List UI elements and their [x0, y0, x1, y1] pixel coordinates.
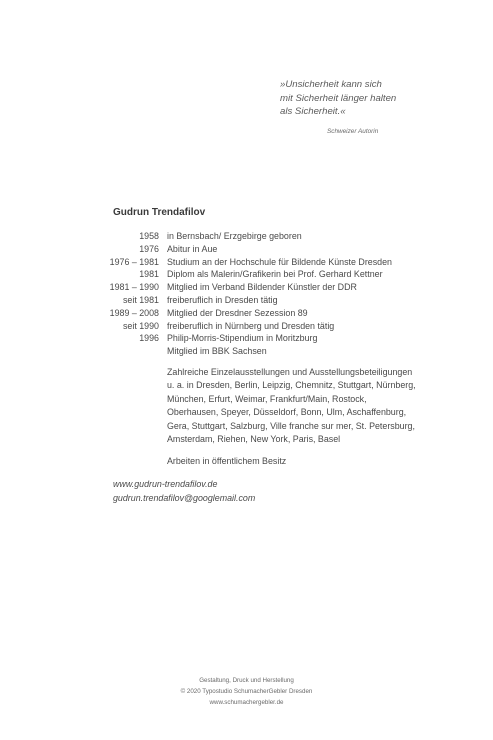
biography-year: 1996	[139, 333, 159, 344]
artist-name: Gudrun Trendafilov	[113, 207, 206, 218]
exhibitions-paragraph	[167, 366, 437, 446]
quote-line: »Unsicherheit kann sich	[280, 79, 382, 90]
biography-text: Studium an der Hochschule für Bildende Künste Dresden	[167, 256, 392, 267]
exhibitions-line: u. a. in Dresden, Berlin, Leipzig, Chemnitz, Stuttgart, Nürnberg,	[167, 380, 416, 391]
biography-year: 1976	[139, 243, 159, 254]
biography-text: Mitglied der Dresdner Sezession 89	[167, 307, 308, 318]
biography-entry	[100, 281, 430, 294]
exhibitions-line: Zahlreiche Einzelausstellungen und Ausstellungsbeteiligungen	[167, 367, 413, 377]
biography-text: Diplom als Malerin/Grafikerin bei Prof. Gerhard Kettner	[167, 269, 383, 280]
biography-text: in Bernsbach/ Erzgebirge geboren	[167, 231, 302, 241]
colophon-website: www.schumachergebler.de	[209, 698, 284, 706]
biography-entry	[100, 294, 430, 307]
biography-year: 1981	[139, 269, 159, 280]
biography-year: 1981 – 1990	[109, 282, 159, 293]
biography-year: 1958	[139, 231, 159, 241]
biography-entry	[100, 230, 430, 243]
exhibitions-line: Amsterdam, Riehen, New York, Paris, Basel	[167, 434, 341, 445]
biography-text: freiberuflich in Dresden tätig	[167, 294, 278, 305]
public-collections: Arbeiten in öffentlichem Besitz	[167, 456, 287, 466]
quote-source: Schweizer Autorin	[327, 128, 379, 135]
exhibitions-line: München, Erfurt, Weimar, Frankfurt/Main, Rostock,	[167, 393, 367, 404]
biography-year: 1976 – 1981	[109, 256, 159, 267]
colophon-line: © 2020 Typostudio SchumacherGebler Dresden	[180, 687, 313, 695]
epigraph-quote	[280, 78, 470, 119]
biography-entry	[100, 320, 430, 333]
biography-entry	[100, 256, 430, 269]
email-link[interactable]: gudrun.trendafilov@googlemail.com	[113, 492, 256, 503]
website-link[interactable]: www.gudrun-trendafilov.de	[113, 479, 218, 489]
biography-year	[100, 345, 159, 358]
biography-year: seit 1981	[122, 294, 159, 305]
biography-entry	[100, 307, 430, 320]
biography-entry	[100, 345, 430, 358]
biography-list	[100, 230, 430, 358]
biography-entry	[100, 268, 430, 281]
colophon	[0, 676, 493, 708]
contact-block	[113, 478, 255, 505]
biography-text: freiberuflich in Nürnberg und Dresden tätig	[167, 320, 335, 331]
exhibitions-line: Oberhausen, Speyer, Düsseldorf, Bonn, Ulm, Aschaffenburg,	[167, 407, 407, 418]
quote-line: mit Sicherheit länger halten	[280, 92, 397, 104]
biography-text: Philip-Morris-Stipendium in Moritzburg	[167, 333, 318, 344]
biography-text: Mitglied im Verband Bildender Künstler der DDR	[167, 282, 357, 293]
biography-text: Abitur in Aue	[167, 243, 218, 254]
biography-text: Mitglied im BBK Sachsen	[167, 346, 267, 357]
exhibitions-line: Gera, Stuttgart, Salzburg, Ville franche sur mer, St. Petersburg,	[167, 420, 415, 431]
colophon-line: Gestaltung, Druck und Herstellung	[199, 677, 294, 684]
biography-year: seit 1990	[122, 320, 159, 331]
quote-line: als Sicherheit.«	[280, 106, 346, 118]
biography-entry	[100, 243, 430, 256]
biography-year: 1989 – 2008	[109, 307, 159, 318]
biography-entry	[100, 332, 430, 345]
